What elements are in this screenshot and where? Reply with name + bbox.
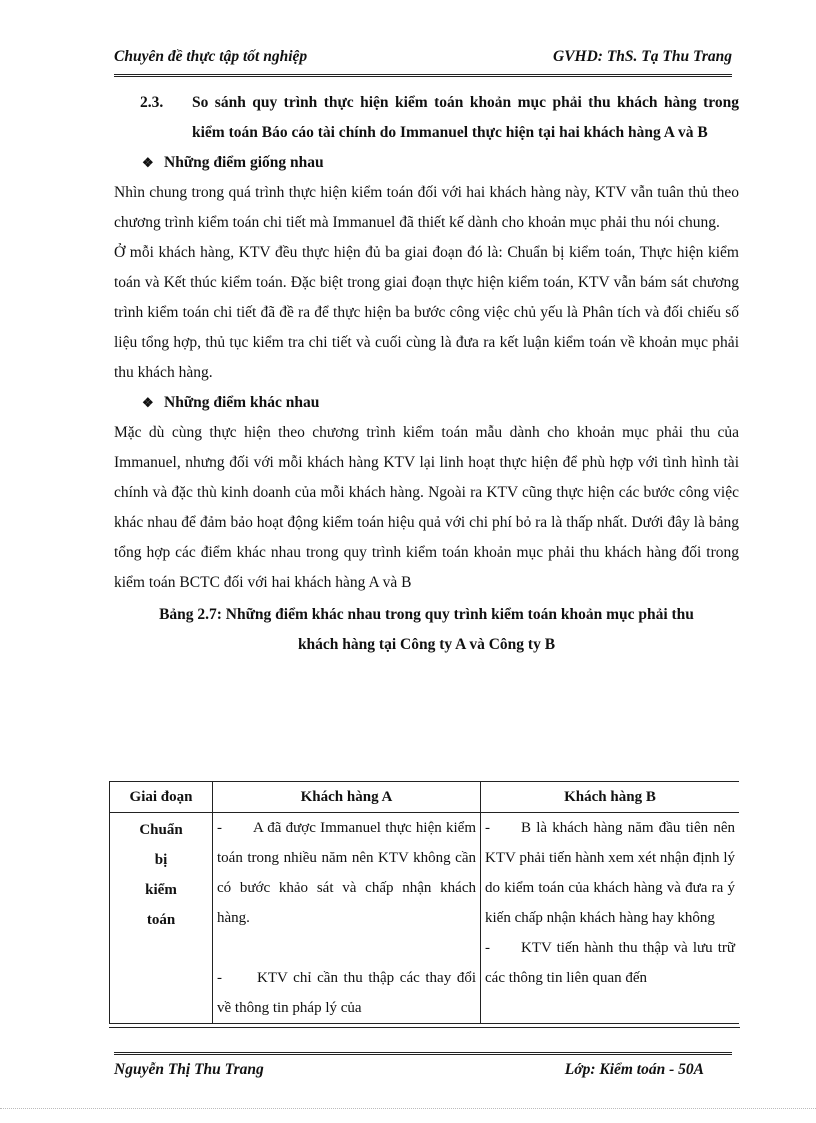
dash: - bbox=[217, 820, 222, 836]
table-caption bbox=[114, 600, 739, 660]
client-b-item-1 bbox=[485, 813, 735, 933]
page-header bbox=[114, 44, 732, 77]
phase-line: Chuẩn bbox=[139, 822, 183, 838]
section-title: So sánh quy trình thực hiện kiểm toán khoản mục phải thu khách hàng trong kiểm toán Báo cáo tài chính do Immanuel thực hiện tại hai khách hàng A và B bbox=[192, 94, 739, 141]
phase-cell bbox=[110, 813, 213, 1024]
dash: - bbox=[485, 820, 490, 836]
client-b-text-1: B là khách hàng năm đầu tiên nên KTV phải tiến hành xem xét nhận định lý do kiểm toán của khách hàng và đưa ra ý kiến chấp nhận khách hàng hay không bbox=[485, 820, 735, 926]
client-a-item-1 bbox=[217, 813, 476, 933]
paragraph-2: Ở mỗi khách hàng, KTV đều thực hiện đủ ba giai đoạn đó là: Chuẩn bị kiểm toán, Thực hiện kiểm toán và Kết thúc kiểm toán. Đặc biệt trong giai đoạn thực hiện kiểm toán, KTV vẫn bám sát chương trình kiểm toán chi tiết đã đề ra để thực hiện ba bước công việc chủ yếu là Phân tích và đối chiếu số liệu tổng hợp, thủ tục kiểm tra chi tiết và cuối cùng là đưa ra kết luận kiểm toán về khoản mục phải thu khách hàng. bbox=[114, 244, 739, 381]
client-a-item-2 bbox=[217, 963, 476, 1023]
client-a-text-1: A đã được Immanuel thực hiện kiểm toán trong nhiều năm nên KTV không cần có bước khảo sát và chấp nhận khách hàng. bbox=[217, 820, 476, 926]
diamond-bullet-icon: ❖ bbox=[142, 155, 154, 170]
page-content bbox=[114, 88, 739, 660]
client-b-item-2 bbox=[485, 933, 735, 993]
table-caption-line-2: khách hàng tại Công ty A và Công ty B bbox=[297, 636, 556, 653]
bullet-similarities bbox=[142, 148, 739, 178]
footer-author: Nguyễn Thị Thu Trang bbox=[114, 1061, 264, 1078]
paragraph-3: Mặc dù cùng thực hiện theo chương trình kiểm toán mẫu dành cho khoản mục phải thu của Immanuel, nhưng đối với mỗi khách hàng KTV lại linh hoạt thực hiện để phù hợp với tình hình tài chính và đặc thù kinh doanh của mỗi khách hàng. Ngoài ra KTV cũng thực hiện các bước công việc khác nhau để đảm bảo hoạt động kiểm toán hiệu quả với chi phí bỏ ra là thấp nhất. Dưới đây là bảng tổng hợp các điểm khác nhau trong quy trình kiểm toán khoản mục phải thu khách hàng đối trong kiểm toán BCTC đối với hai khách hàng A và B bbox=[114, 424, 739, 591]
dash: - bbox=[485, 940, 490, 956]
diamond-bullet-icon: ❖ bbox=[142, 395, 154, 410]
phase-line: kiểm bbox=[145, 882, 177, 898]
section-heading bbox=[140, 88, 739, 148]
phase-line: bị bbox=[154, 852, 168, 868]
comparison-table bbox=[109, 781, 739, 1024]
bullet-differences-label: Những điểm khác nhau bbox=[164, 394, 320, 411]
client-b-cell bbox=[481, 813, 740, 1024]
comparison-table-wrapper bbox=[109, 781, 739, 1028]
table-row bbox=[110, 813, 740, 1024]
page-footer bbox=[114, 1052, 732, 1085]
table-caption-line-1: Bảng 2.7: Những điểm khác nhau trong quy trình kiểm toán khoản mục phải thu bbox=[159, 606, 694, 623]
paragraph-1: Nhìn chung trong quá trình thực hiện kiểm toán đối với hai khách hàng này, KTV vẫn tuân thủ theo chương trình kiểm toán chi tiết mà Immanuel đã thiết kế dành cho khoản mục phải thu nói chung. bbox=[114, 184, 739, 231]
bullet-differences bbox=[142, 388, 739, 418]
header-client-b: Khách hàng B bbox=[481, 782, 740, 813]
client-a-cell bbox=[213, 813, 481, 1024]
header-client-a: Khách hàng A bbox=[213, 782, 481, 813]
section-number: 2.3. bbox=[140, 94, 164, 111]
table-bottom-border bbox=[109, 1027, 740, 1028]
footer-class: Lớp: Kiểm toán - 50A bbox=[564, 1061, 704, 1078]
header-phase: Giai đoạn bbox=[110, 782, 213, 813]
page-edge-divider bbox=[0, 1108, 816, 1109]
header-advisor: GVHD: ThS. Tạ Thu Trang bbox=[553, 48, 732, 65]
table-header-row bbox=[110, 782, 740, 813]
client-a-text-2: KTV chỉ cần thu thập các thay đổi về thông tin pháp lý của bbox=[217, 970, 476, 1016]
phase-line: toán bbox=[146, 912, 176, 928]
client-b-text-2: KTV tiến hành thu thập và lưu trữ các thông tin liên quan đến bbox=[485, 940, 735, 986]
dash: - bbox=[217, 970, 222, 986]
header-left-title: Chuyên đề thực tập tốt nghiệp bbox=[114, 48, 308, 65]
bullet-similarities-label: Những điểm giống nhau bbox=[164, 154, 324, 171]
